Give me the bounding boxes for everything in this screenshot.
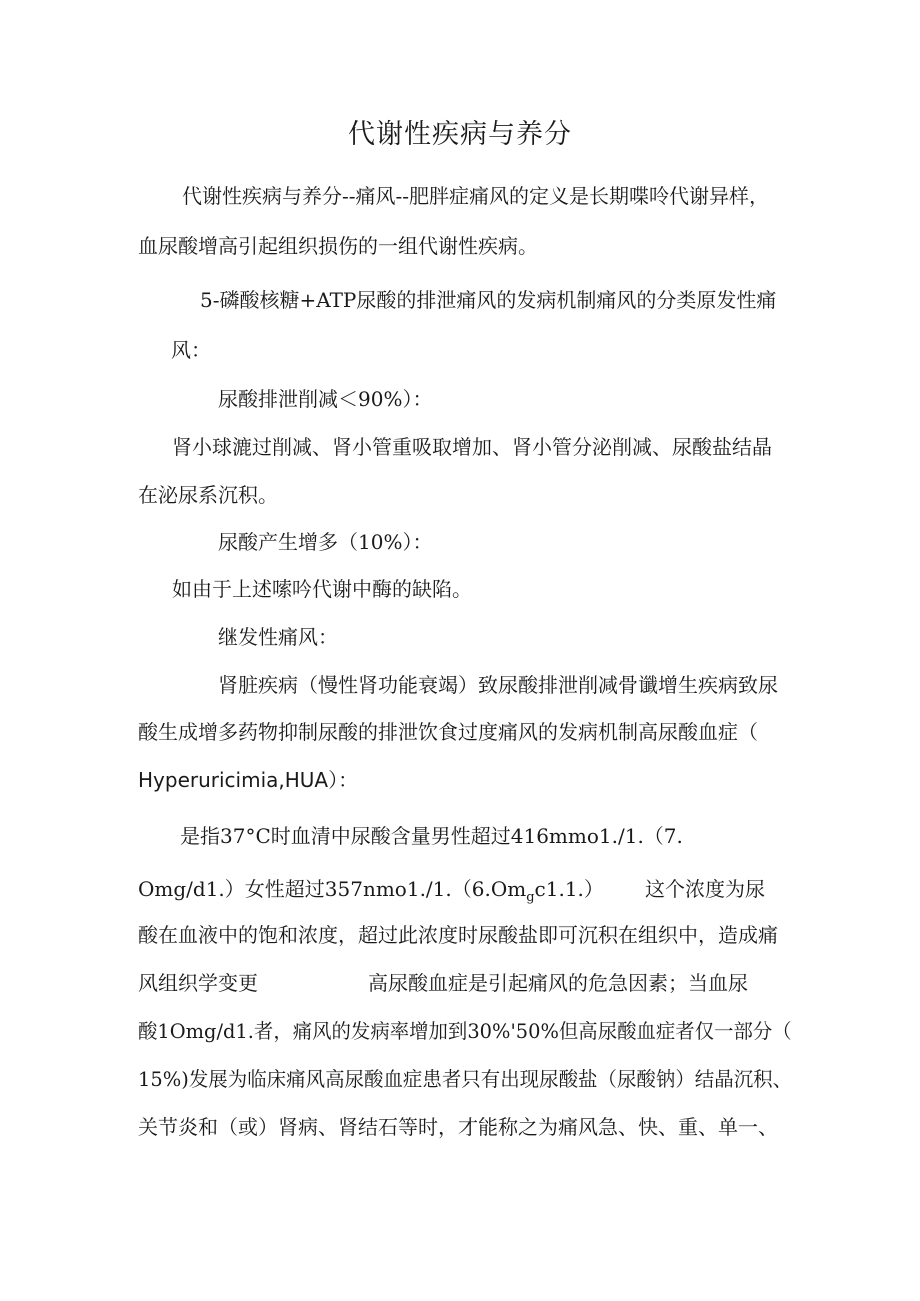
text-line-1: 代谢性疾病与养分--痛风--肥胖症痛风的定义是长期喋呤代谢异样， (182, 184, 770, 208)
text-line-4: 风： (171, 338, 211, 362)
text-line-10: 继发性痛风： (218, 625, 338, 649)
text-line-5: 尿酸排泄削减＜90%）： (218, 387, 433, 411)
text-line-15-subscript: g (526, 890, 535, 905)
text-line-8: 尿酸产生增多（10%）： (218, 530, 433, 554)
text-line-15-tail: 这个浓度为尿 (645, 877, 765, 901)
document-title: 代谢性疾病与养分 (348, 119, 572, 150)
text-line-16: 酸在血液中的饱和浓度，超过此浓度时尿酸盐即可沉积在组织中，造成痛 (138, 923, 778, 947)
text-line-17-b: 高尿酸血症是引起痛风的危急因素；当血尿 (368, 971, 748, 995)
text-line-6: 肾小球漉过削减、肾小管重吸取增加、肾小管分泌削减、尿酸盐结晶 (172, 435, 772, 459)
text-line-17-a: 风组织学变更 (138, 971, 258, 995)
text-line-11: 肾脏疾病（慢性肾功能衰竭）致尿酸排泄削减骨谶增生疾病致尿 (218, 673, 778, 697)
text-line-7: 在泌尿系沉积。 (138, 483, 278, 507)
text-line-19: 15%)发展为临床痛风高尿酸血症患者只有出现尿酸盐（尿酸钠）结晶沉积、 (138, 1067, 793, 1091)
text-line-2: 血尿酸增高引起组织损伤的一组代谢性疾病。 (138, 234, 538, 258)
text-line-9: 如由于上述嗦吟代谢中酶的缺陷。 (172, 577, 472, 601)
text-line-18: 酸1Omg/d1.者，痛风的发病率增加到30%'50%但高尿酸血症者仅一部分（ (138, 1019, 792, 1043)
text-line-20: 关节炎和（或）肾病、肾结石等时，才能称之为痛风急、快、重、单一、 (138, 1115, 778, 1139)
text-line-15 (138, 875, 604, 912)
text-line-15-part-b: c1.1.） (534, 877, 604, 901)
text-line-3: 5-磷酸核糖+ATP尿酸的排泄痛风的发病机制痛风的分类原发性痛 (200, 288, 777, 312)
text-line-13: Hyperuricimia,HUA）： (138, 768, 359, 792)
text-line-14: 是指37°C时血清中尿酸含量男性超过416mmo1./1.（7. (180, 824, 683, 848)
text-line-15-part-a: Omg/d1.）女性超过357nmo1./1.（6.Om (138, 877, 527, 901)
text-line-12: 酸生成增多药物抑制尿酸的排泄饮食过度痛风的发病机制高尿酸血症（ (138, 720, 758, 744)
